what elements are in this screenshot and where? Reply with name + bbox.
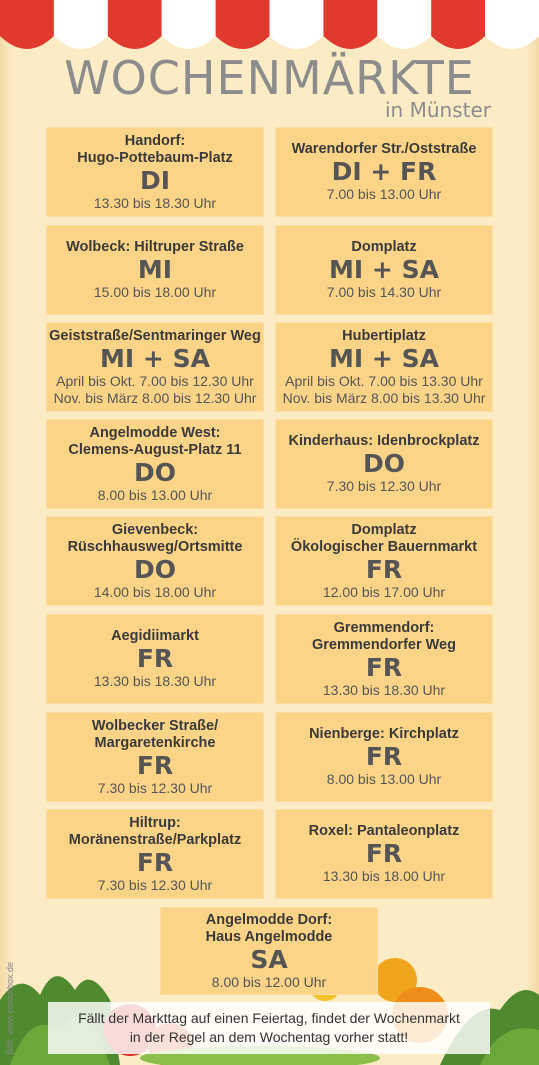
page-title: WOCHENMÄRKTE <box>64 51 475 105</box>
awning-stripe <box>323 0 377 49</box>
market-location: Domplatz <box>351 239 417 255</box>
market-card <box>46 419 264 509</box>
market-card <box>46 712 264 802</box>
market-location: Kinderhaus: Idenbrockplatz <box>288 433 480 449</box>
market-day: FR <box>136 644 174 673</box>
market-location: Gievenbeck: Rüschhausweg/Ortsmitte <box>67 521 243 555</box>
market-card <box>46 614 264 704</box>
market-day: FR <box>365 652 403 682</box>
market-time: 7.30 bis 12.30 Uhr <box>97 779 213 796</box>
market-card <box>46 127 264 217</box>
market-location: Wolbeck: Hiltruper Straße <box>66 239 244 255</box>
market-time: 8.00 bis 13.00 Uhr <box>326 771 442 787</box>
market-location: Nienberge: Kirchplatz <box>309 726 459 742</box>
market-day: DI + FR <box>331 157 437 186</box>
page-subtitle: in Münster <box>385 98 491 122</box>
market-day: FR <box>136 750 174 780</box>
market-card <box>160 907 378 995</box>
market-location: Gremmendorf: Gremmendorfer Weg <box>312 619 456 653</box>
market-card <box>275 419 493 509</box>
market-day: DO <box>133 457 176 487</box>
market-card <box>46 809 264 899</box>
market-card <box>275 516 493 606</box>
awning-stripe <box>431 0 485 49</box>
market-card <box>46 516 264 606</box>
awning-stripe <box>108 0 162 49</box>
market-location: Angelmodde West: Clemens-August-Platz 11 <box>68 424 242 458</box>
awning-stripe <box>270 0 324 49</box>
awning-stripe <box>216 0 270 49</box>
market-location: Aegidiimarkt <box>111 628 199 644</box>
awning-stripe <box>485 0 539 49</box>
market-location: Hiltrup: Moränenstraße/Parkplatz <box>68 814 242 848</box>
market-card <box>275 322 493 412</box>
market-time: 7.30 bis 12.30 Uhr <box>97 876 213 893</box>
market-time: 12.00 bis 17.00 Uhr <box>322 583 446 600</box>
market-location: Handorf: Hugo-Pottebaum-Platz <box>77 132 233 166</box>
market-location: Wolbecker Straße/ Margaretenkirche <box>91 717 219 751</box>
market-time: 13.30 bis 18.30 Uhr <box>93 194 217 211</box>
market-day: FR <box>136 847 174 877</box>
awning-stripe <box>162 0 216 49</box>
market-card <box>275 809 493 899</box>
market-day: DI <box>139 165 171 195</box>
market-day: MI + SA <box>100 343 210 373</box>
market-time: 13.30 bis 18.30 Uhr <box>93 673 217 689</box>
image-credit: Bild: www.colourbox.de <box>5 961 15 1055</box>
market-day: DO <box>362 449 405 478</box>
market-location: Hubertiplatz <box>342 327 426 344</box>
market-day: MI + SA <box>329 343 439 373</box>
market-card <box>275 614 493 704</box>
market-location: Roxel: Pantaleonplatz <box>308 823 460 839</box>
market-card <box>275 127 493 217</box>
market-location: Angelmodde Dorf: Haus Angelmodde <box>205 911 333 945</box>
market-time: 13.30 bis 18.30 Uhr <box>322 681 446 698</box>
market-time: 15.00 bis 18.00 Uhr <box>93 284 217 300</box>
market-day: SA <box>250 944 288 974</box>
awning-stripe <box>0 0 54 49</box>
market-day: DO <box>133 554 176 584</box>
market-time: 8.00 bis 13.00 Uhr <box>97 486 213 503</box>
market-location: Geiststraße/Sentmaringer Weg <box>49 327 261 344</box>
market-time: 7.00 bis 14.30 Uhr <box>326 284 442 300</box>
side-shade-right <box>525 0 539 1065</box>
market-time: 14.00 bis 18.00 Uhr <box>93 583 217 600</box>
market-day: FR <box>365 839 403 868</box>
market-time: April bis Okt. 7.00 bis 12.30 Uhr Nov. bis März 8.00 bis 12.30 Uhr <box>53 372 257 406</box>
market-location: Warendorfer Str./Oststraße <box>291 141 477 157</box>
market-card <box>46 322 264 412</box>
market-location: Domplatz Ökologischer Bauernmarkt <box>290 521 478 555</box>
holiday-notice: Fällt der Markttag auf einen Feiertag, findet der Wochenmarkt in der Regel an dem Wochentag vorher statt! <box>48 1002 490 1054</box>
market-card <box>46 225 264 315</box>
market-time: 7.00 bis 13.00 Uhr <box>326 186 442 202</box>
market-day: FR <box>365 742 403 771</box>
awning-stripe <box>377 0 431 49</box>
market-card <box>275 225 493 315</box>
awning-stripe <box>54 0 108 49</box>
market-card <box>275 712 493 802</box>
market-day: MI <box>137 255 173 284</box>
market-time: April bis Okt. 7.00 bis 13.30 Uhr Nov. bis März 8.00 bis 13.30 Uhr <box>282 372 486 406</box>
market-time: 8.00 bis 12.00 Uhr <box>211 973 327 990</box>
market-time: 7.30 bis 12.30 Uhr <box>326 478 442 494</box>
market-day: MI + SA <box>329 255 439 284</box>
side-shade-left <box>0 0 14 1065</box>
market-day: FR <box>365 554 403 584</box>
market-time: 13.30 bis 18.00 Uhr <box>322 868 446 884</box>
